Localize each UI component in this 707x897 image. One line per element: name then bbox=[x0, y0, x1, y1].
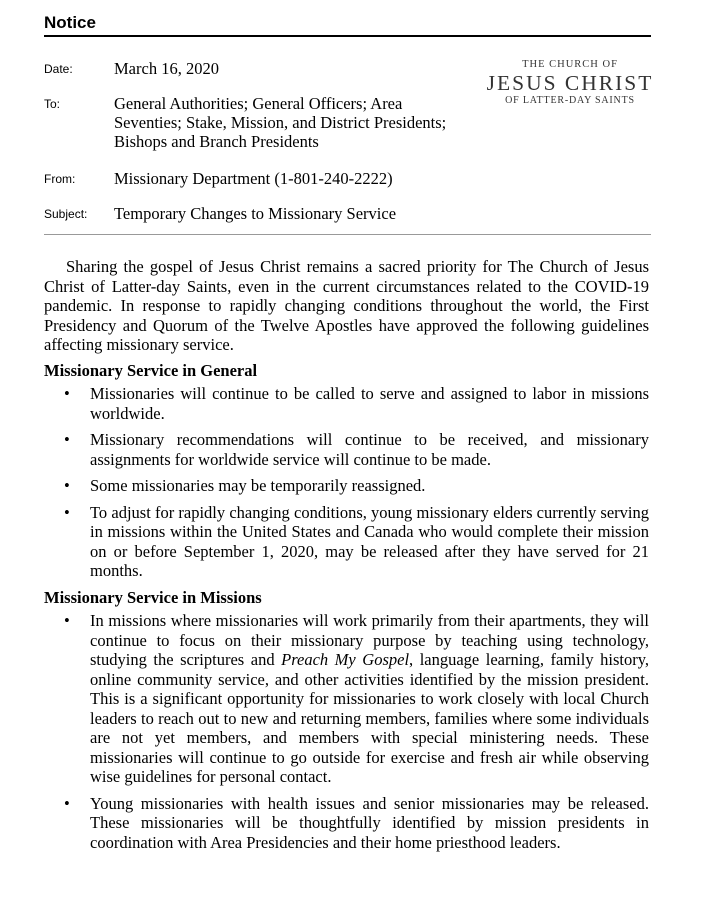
date-value: March 16, 2020 bbox=[114, 59, 219, 78]
list-item: • Young missionaries with health issues and senior missionaries may be released. These missionaries will be thoughtfully identified by mission presidents in coordination with Area Presidencies and their home priesthood leaders. bbox=[64, 793, 649, 852]
date-label: Date: bbox=[44, 62, 73, 76]
list-item: • Missionary recommendations will continue to be received, and missionary assignments for worldwide service will continue to be made. bbox=[64, 430, 649, 469]
logo-line-3: OF LATTER-DAY SAINTS bbox=[505, 95, 635, 106]
section-general-list bbox=[44, 384, 649, 581]
logo-line-1: THE CHURCH OF bbox=[522, 59, 618, 70]
notice-title: Notice bbox=[44, 13, 96, 32]
section-missions-heading: Missionary Service in Missions bbox=[44, 587, 262, 607]
section-missions-list bbox=[44, 611, 649, 852]
notice-body bbox=[44, 257, 649, 859]
from-label: From: bbox=[44, 172, 76, 186]
intro-paragraph: Sharing the gospel of Jesus Christ remains a sacred priority for The Church of Jesus Christ of Latter-day Saints, even in the current circumstances related to the COVID-19 pandemic. In response to rapidly changing conditions throughout the world, the First Presidency and Quorum of the Twelve Apostles have approved the following guidelines affecting missionary service. bbox=[44, 257, 649, 354]
header-divider bbox=[44, 234, 651, 235]
logo-line-2: JESUS CHRIST bbox=[486, 71, 654, 95]
church-logo bbox=[480, 58, 660, 108]
list-item: • Missionaries will continue to be called to serve and assigned to labor in missions worldwide. bbox=[64, 384, 649, 423]
list-item: • Some missionaries may be temporarily reassigned. bbox=[64, 476, 426, 495]
preach-my-gospel-title: Preach My Gospel bbox=[281, 650, 410, 669]
subject-value: Temporary Changes to Missionary Service bbox=[114, 204, 397, 223]
to-label: To: bbox=[44, 97, 61, 111]
section-general-heading: Missionary Service in General bbox=[44, 360, 258, 380]
list-item: • To adjust for rapidly changing conditions, young missionary elders currently serving in missions within the United States and Canada who would complete their mission on or before September 1, 2020, may be released after they have served for 21 months. bbox=[64, 502, 649, 580]
from-value: Missionary Department (1-801-240-2222) bbox=[114, 169, 393, 188]
list-item: • In missions where missionaries will work primarily from their apartments, they will continue to focus on their missionary purpose by teaching using technology, studying the scriptures and Preach My Gospel, language learning, family history, online community service, and other activities identified by the mission president. This is a significant opportunity for missionaries to work closely with local Church leaders to reach out to new and returning members, families where some individuals are not yet members, and members with special ministering needs. These missionaries will continue to go outside for exercise and fresh air while observing wise guidelines for personal contact. bbox=[64, 611, 649, 786]
to-value: General Authorities; General Officers; Area Seventies; Stake, Mission, and District Presidents; Bishops and Branch Presidents bbox=[114, 94, 447, 151]
subject-label: Subject: bbox=[44, 207, 88, 221]
top-rule bbox=[44, 35, 651, 37]
